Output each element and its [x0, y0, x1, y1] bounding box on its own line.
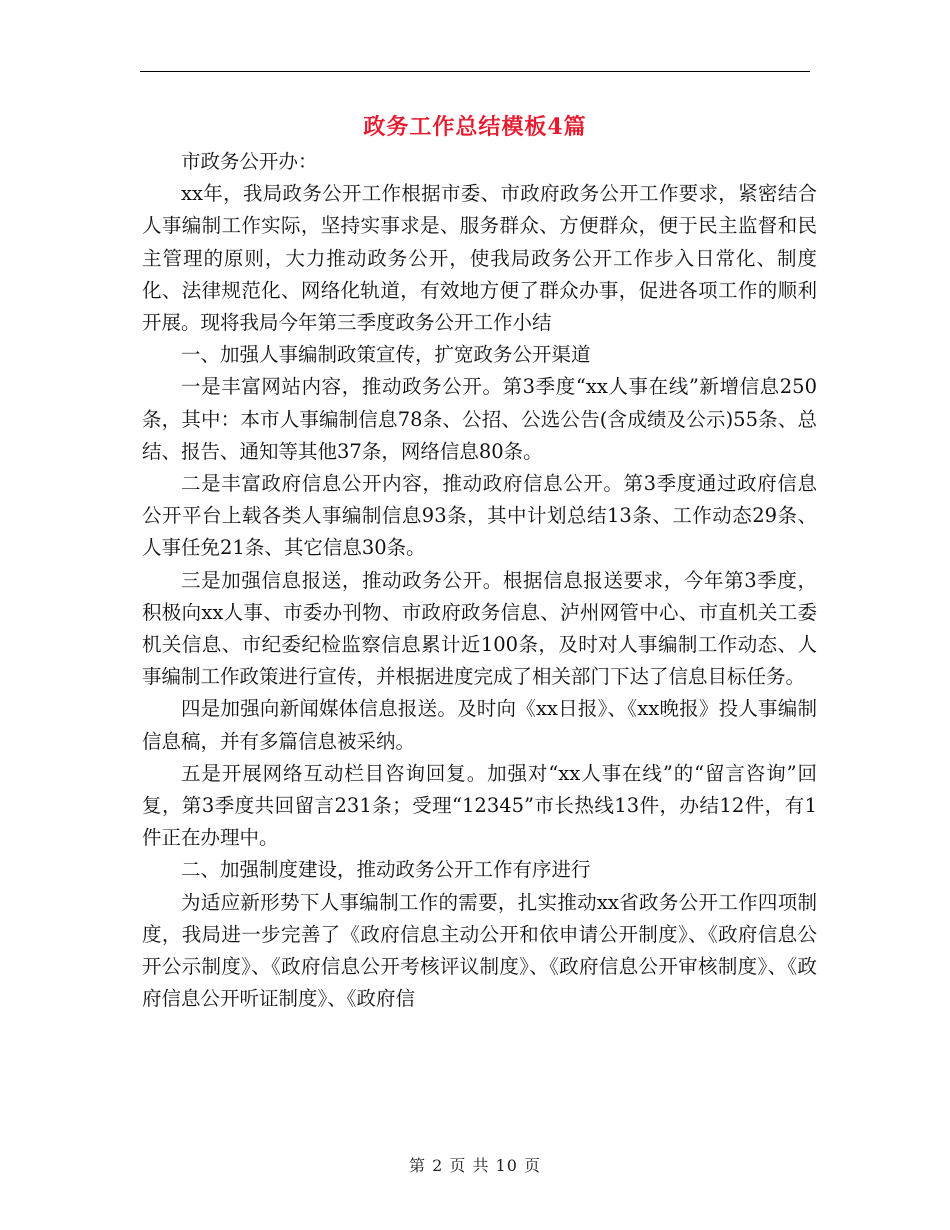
document-body	[142, 146, 817, 1015]
document-title: 政务工作总结模板4篇	[363, 114, 587, 140]
paragraph-item-4: 四是加强向新闻媒体信息报送。及时向《xx日报》、《xx晚报》投人事编制信息稿，并有多篇信息被采纳。	[142, 697, 817, 753]
page-number: 第 2 页 共 10 页	[409, 1156, 541, 1175]
salutation: 市政务公开办：	[181, 150, 318, 173]
section-heading-1: 一、加强人事编制政策宣传，扩宽政务公开渠道	[181, 343, 591, 367]
paragraph-section-2: 为适应新形势下人事编制工作的需要，扎实推动xx省政务公开工作四项制度，我局进一步完善了《政府信息主动公开和依申请公开制度》、《政府信息公开公示制度》、《政府信息公开考核评议制度》、《政府信息公开审核制度》、《政府信息公开听证制度》、《政府信	[142, 890, 817, 1011]
paragraph-item-2: 二是丰富政府信息公开内容，推动政府信息公开。第3季度通过政府信息公开平台上载各类人事编制信息93条，其中计划总结13条、工作动态29条、人事任免21条、其它信息30条。	[142, 472, 817, 560]
paragraph-item-1: 一是丰富网站内容，推动政务公开。第3季度“xx人事在线”新增信息250条，其中：本市人事编制信息78条、公招、公选公告(含成绩及公示)55条、总结、报告、通知等其他37条，网络信息80条。	[142, 375, 817, 463]
paragraph-intro: xx年，我局政务公开工作根据市委、市政府政务公开工作要求，紧密结合人事编制工作实际，坚持实事求是、服务群众、方便群众，便于民主监督和民主管理的原则，大力推动政务公开，使我局政务公开工作步入日常化、制度化、法律规范化、网络化轨道，有效地方便了群众办事，促进各项工作的顺利开展。现将我局今年第三季度政务公开工作小结	[142, 182, 817, 335]
section-heading-2: 二、加强制度建设，推动政务公开工作有序进行	[181, 858, 591, 882]
paragraph-item-3: 三是加强信息报送，推动政务公开。根据信息报送要求，今年第3季度，积极向xx人事、市委办刊物、市政府政务信息、泸州网管中心、市直机关工委机关信息、市纪委纪检监察信息累计近100条，及时对人事编制工作动态、人事编制工作政策进行宣传，并根据进度完成了相关部门下达了信息目标任务。	[142, 568, 817, 689]
header-rule	[140, 71, 810, 72]
paragraph-item-5: 五是开展网络互动栏目咨询回复。加强对“xx人事在线”的“留言咨询”回复，第3季度共回留言231条；受理“12345”市长热线13件，办结12件，有1件正在办理中。	[142, 761, 817, 850]
